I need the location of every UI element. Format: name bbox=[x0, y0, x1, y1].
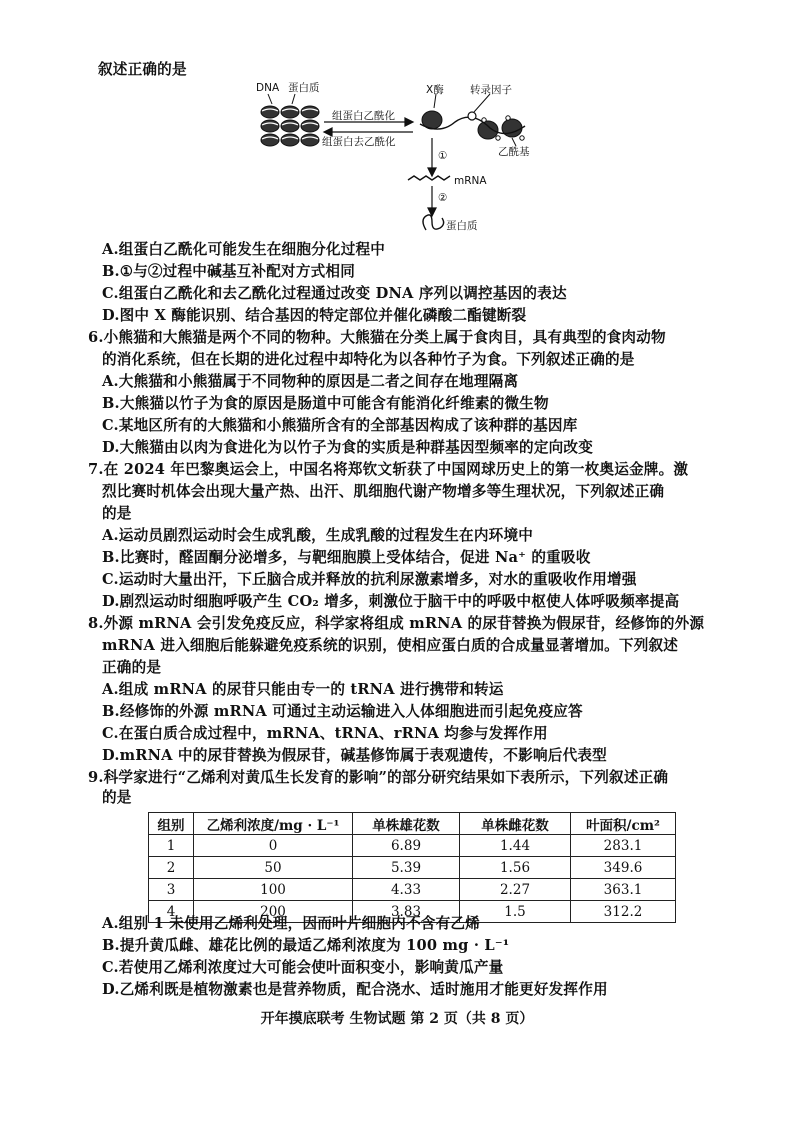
table-cell: 6.89 bbox=[353, 835, 460, 857]
table-cell: 1.56 bbox=[460, 857, 571, 879]
q7-option-b: B.比赛时，醛固酮分泌增多，与靶细胞膜上受体结合，促进 Na⁺ 的重吸收 bbox=[102, 549, 591, 566]
protein-chain bbox=[423, 215, 444, 230]
table-row bbox=[149, 835, 676, 857]
mrna-strand bbox=[408, 176, 450, 180]
q8-option-b: B.经修饰的外源 mRNA 可通过主动运输进入人体细胞进而引起免疫应答 bbox=[102, 703, 583, 720]
table-row bbox=[149, 879, 676, 901]
label-acetyl: 乙酰基 bbox=[498, 146, 530, 158]
transcription-arrow bbox=[428, 138, 436, 176]
label-acetylation: 组蛋白乙酰化 bbox=[332, 110, 395, 122]
col-header-leaf-area: 叶面积/cm² bbox=[571, 813, 676, 835]
label-x-enzyme: X酶 bbox=[426, 84, 444, 96]
continued-stem: 叙述正确的是 bbox=[98, 61, 187, 78]
col-header-concentration: 乙烯利浓度/mg · L⁻¹ bbox=[194, 813, 353, 835]
q8-stem-line1: 8.外源 mRNA 会引发免疫反应，科学家将组成 mRNA 的尿苷替换为假尿苷，经修饰的外源 bbox=[88, 615, 705, 632]
table-cell: 3.83 bbox=[353, 901, 460, 923]
q7-stem-line3: 的是 bbox=[102, 505, 132, 522]
label-step2: ② bbox=[438, 192, 448, 204]
q8-stem-line2: mRNA 进入细胞后能躲避免疫系统的识别，使相应蛋白质的合成量显著增加。下列叙述 bbox=[102, 637, 679, 654]
table-cell: 349.6 bbox=[571, 857, 676, 879]
q9-option-c: C.若使用乙烯利浓度过大可能会使叶面积变小，影响黄瓜产量 bbox=[102, 959, 504, 976]
col-header-female-flowers: 单株雌花数 bbox=[460, 813, 571, 835]
q6-stem-line2: 的消化系统，但在长期的进化过程中却特化为以各种竹子为食。下列叙述正确的是 bbox=[102, 351, 635, 368]
table-cell: 283.1 bbox=[571, 835, 676, 857]
table-cell: 2.27 bbox=[460, 879, 571, 901]
q7-option-d: D.剧烈运动时细胞呼吸产生 CO₂ 增多，刺激位于脑干中的呼吸中枢使人体呼吸频率提高 bbox=[102, 593, 680, 610]
pointer-tf bbox=[474, 94, 490, 112]
table-row bbox=[149, 857, 676, 879]
q9-stem-line2: 的是 bbox=[102, 789, 132, 806]
page-footer: 开年摸底联考 生物试题 第 2 页（共 8 页） bbox=[260, 1011, 534, 1027]
col-header-group: 组别 bbox=[149, 813, 194, 835]
label-protein-bottom: 蛋白质 bbox=[446, 220, 478, 232]
q5-option-b: B.①与②过程中碱基互补配对方式相同 bbox=[102, 263, 356, 280]
pointer-x-enzyme bbox=[434, 94, 436, 108]
q7-option-c: C.运动时大量出汗，下丘脑合成并释放的抗利尿激素增多，对水的重吸收作用增强 bbox=[102, 571, 637, 588]
label-protein-top: 蛋白质 bbox=[288, 82, 320, 94]
q9-option-a: A.组别 1 未使用乙烯利处理，因而叶片细胞内不含有乙烯 bbox=[102, 915, 480, 932]
table-cell: 1 bbox=[149, 835, 194, 857]
q6-option-d: D.大熊猫由以肉为食进化为以竹子为食的实质是种群基因型频率的定向改变 bbox=[102, 439, 594, 456]
q6-stem-line1: 6.小熊猫和大熊猫是两个不同的物种。大熊猫在分类上属于食肉目，具有典型的食肉动物 bbox=[88, 329, 666, 346]
table-cell: 363.1 bbox=[571, 879, 676, 901]
table-cell: 1.44 bbox=[460, 835, 571, 857]
table-cell: 3 bbox=[149, 879, 194, 901]
q7-option-a: A.运动员剧烈运动时会生成乳酸，生成乳酸的过程发生在内环境中 bbox=[102, 527, 534, 544]
label-transcription-factor: 转录因子 bbox=[470, 84, 512, 96]
histone-acetylation-diagram bbox=[250, 80, 550, 245]
q8-stem-line3: 正确的是 bbox=[102, 659, 162, 676]
transcription-factor-shape bbox=[468, 112, 476, 120]
table-cell: 0 bbox=[194, 835, 353, 857]
q7-stem-line2: 烈比赛时机体会出现大量产热、出汗、肌细胞代谢产物增多等生理状况，下列叙述正确 bbox=[102, 483, 665, 500]
label-deacetylation: 组蛋白去乙酰化 bbox=[322, 136, 396, 148]
label-step1: ① bbox=[438, 150, 448, 162]
table-cell: 4 bbox=[149, 901, 194, 923]
label-dna: DNA bbox=[256, 82, 280, 94]
table-cell: 5.39 bbox=[353, 857, 460, 879]
q9-option-b: B.提升黄瓜雌、雄花比例的最适乙烯利浓度为 100 mg · L⁻¹ bbox=[102, 937, 510, 954]
diagram-svg bbox=[250, 80, 550, 245]
q7-stem-line1: 7.在 2024 年巴黎奥运会上，中国名将郑钦文斩获了中国网球历史上的第一枚奥运金牌。激 bbox=[88, 461, 689, 478]
table-cell: 2 bbox=[149, 857, 194, 879]
q5-option-a: A.组蛋白乙酰化可能发生在细胞分化过程中 bbox=[102, 241, 386, 258]
q6-option-b: B.大熊猫以竹子为食的原因是肠道中可能含有能消化纤维素的微生物 bbox=[102, 395, 549, 412]
q5-option-c: C.组蛋白乙酰化和去乙酰化过程通过改变 DNA 序列以调控基因的表达 bbox=[102, 285, 567, 302]
q8-option-d: D.mRNA 中的尿苷替换为假尿苷，碱基修饰属于表观遗传，不影响后代表型 bbox=[102, 747, 607, 764]
label-mrna: mRNA bbox=[454, 175, 487, 187]
table-header-row bbox=[149, 813, 676, 835]
q5-option-d: D.图中 X 酶能识别、结合基因的特定部位并催化磷酸二酯键断裂 bbox=[102, 307, 527, 324]
q6-option-a: A.大熊猫和小熊猫属于不同物种的原因是二者之间存在地理隔离 bbox=[102, 373, 519, 390]
pointer-dna bbox=[268, 94, 272, 104]
pointer-acetyl bbox=[512, 138, 516, 146]
col-header-male-flowers: 单株雄花数 bbox=[353, 813, 460, 835]
translation-arrow bbox=[428, 186, 436, 216]
table-cell: 312.2 bbox=[571, 901, 676, 923]
q9-option-d: D.乙烯利既是植物激素也是营养物质，配合浇水、适时施用才能更好发挥作用 bbox=[102, 981, 608, 998]
table-cell: 1.5 bbox=[460, 901, 571, 923]
ethephon-results-table bbox=[148, 812, 676, 923]
chromatin-left bbox=[261, 106, 319, 146]
table-cell: 4.33 bbox=[353, 879, 460, 901]
q8-option-c: C.在蛋白质合成过程中，mRNA、tRNA、rRNA 均参与发挥作用 bbox=[102, 725, 548, 742]
table-cell: 50 bbox=[194, 857, 353, 879]
q6-option-c: C.某地区所有的大熊猫和小熊猫所含有的全部基因构成了该种群的基因库 bbox=[102, 417, 578, 434]
q8-option-a: A.组成 mRNA 的尿苷只能由专一的 tRNA 进行携带和转运 bbox=[102, 681, 504, 698]
table-cell: 200 bbox=[194, 901, 353, 923]
q9-stem-line1: 9.科学家进行“乙烯利对黄瓜生长发育的影响”的部分研究结果如下表所示，下列叙述正确 bbox=[88, 769, 669, 786]
table-cell: 100 bbox=[194, 879, 353, 901]
pointer-protein bbox=[292, 94, 295, 104]
